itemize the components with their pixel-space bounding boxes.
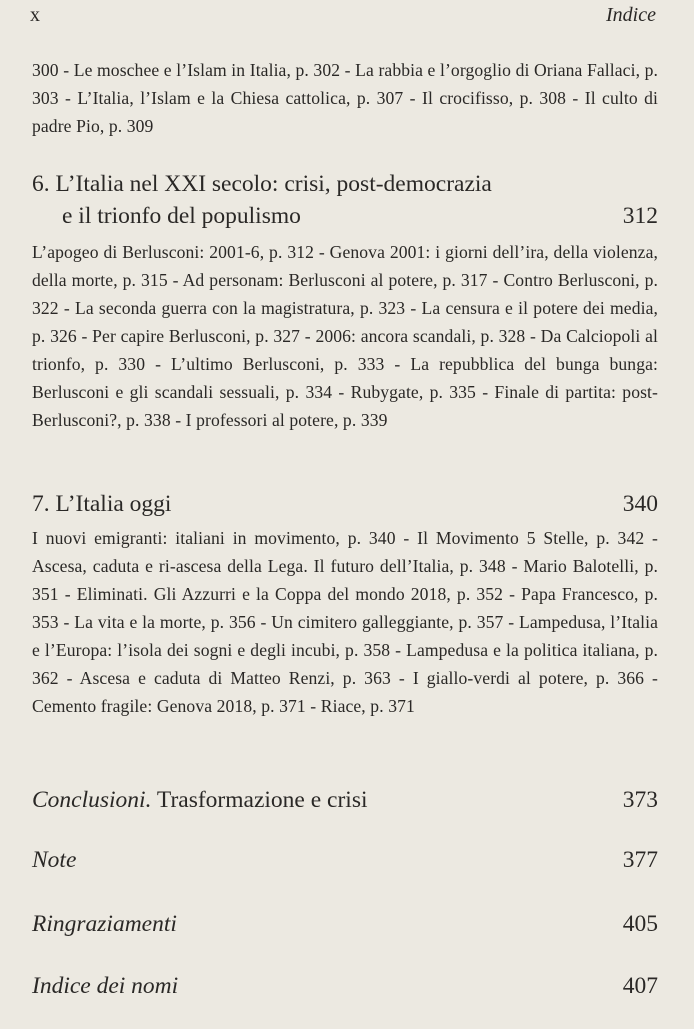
note-label: Note	[32, 847, 77, 873]
running-header-title: Indice	[606, 4, 656, 26]
indice-nomi-entry	[32, 970, 658, 1002]
chapter-7-title	[32, 488, 658, 520]
chapter-6-summary: L’apogeo di Berlusconi: 2001-6, p. 312 - Genova 2001: i giorni dell’ira, della violenza, della morte, p. 315 - Ad personam: Berlusconi al potere, p. 317 - Contro Berlusconi, p. 322 - La seconda guerra con la magistratura, p. 323 - La censura e il potere dei media, p. 326 - Per capire Berlusconi, p. 327 - 2006: ancora scandali, p. 328 - Da Calciopoli al trionfo, p. 330 - L’ultimo Berlusconi, p. 333 - La repubblica del bunga bunga: Berlusconi e gli scandali sessuali, p. 334 - Rubygate, p. 335 - Finale di partita: post-Berlusconi?, p. 338 - I professori al potere, p. 339	[32, 242, 658, 430]
ringraziamenti-entry	[32, 908, 658, 940]
conclusioni-entry	[32, 784, 658, 816]
page-number-roman: x	[30, 4, 40, 26]
conclusioni-page: 373	[622, 787, 658, 813]
ringraziamenti-label: Ringraziamenti	[32, 911, 177, 937]
chapter-6-title-line2: e il trionfo del populismo	[62, 203, 301, 229]
intro-paragraph: 300 - Le moschee e l’Islam in Italia, p. 302 - La rabbia e l’orgoglio di Oriana Fallaci, p. 303 - L’Italia, l’Islam e la Chiesa cattolica, p. 307 - Il crocifisso, p. 308 - Il culto di padre Pio, p. 309	[32, 60, 658, 136]
indice-nomi-page: 407	[622, 973, 658, 999]
note-entry	[32, 844, 658, 876]
chapter-7-title-line1: L’Italia oggi	[55, 491, 172, 517]
chapter-6-number: 6.	[32, 171, 50, 197]
conclusioni-label: Conclusioni.	[32, 787, 152, 813]
ringraziamenti-page: 405	[622, 911, 658, 937]
chapter-7-page: 340	[622, 491, 658, 517]
chapter-7-summary: I nuovi emigranti: italiani in movimento, p. 340 - Il Movimento 5 Stelle, p. 342 - Ascesa, caduta e ri-ascesa della Lega. Il futuro dell’Italia, p. 348 - Mario Balotelli, p. 351 - Eliminati. Gli Azzurri e la Coppa del mondo 2018, p. 352 - Papa Francesco, p. 353 - La vita e la morte, p. 356 - Un cimitero galleggiante, p. 357 - Lampedusa, l’Italia e l’Europa: l’isola dei sogni e degli incubi, p. 358 - Lampedusa e la politica italiana, p. 362 - Ascesa e caduta di Matteo Renzi, p. 363 - I giallo-verdi al potere, p. 366 - Cemento fragile: Genova 2018, p. 371 - Riace, p. 371	[32, 528, 658, 716]
conclusioni-subtitle: Trasformazione e crisi	[151, 787, 368, 813]
chapter-6-title	[32, 168, 658, 232]
indice-nomi-label: Indice dei nomi	[32, 973, 179, 999]
chapter-6-page: 312	[622, 203, 658, 229]
chapter-7-number: 7.	[32, 491, 50, 517]
chapter-6-title-line1: L’Italia nel XXI secolo: crisi, post-democrazia	[55, 171, 492, 197]
note-page: 377	[622, 847, 658, 873]
